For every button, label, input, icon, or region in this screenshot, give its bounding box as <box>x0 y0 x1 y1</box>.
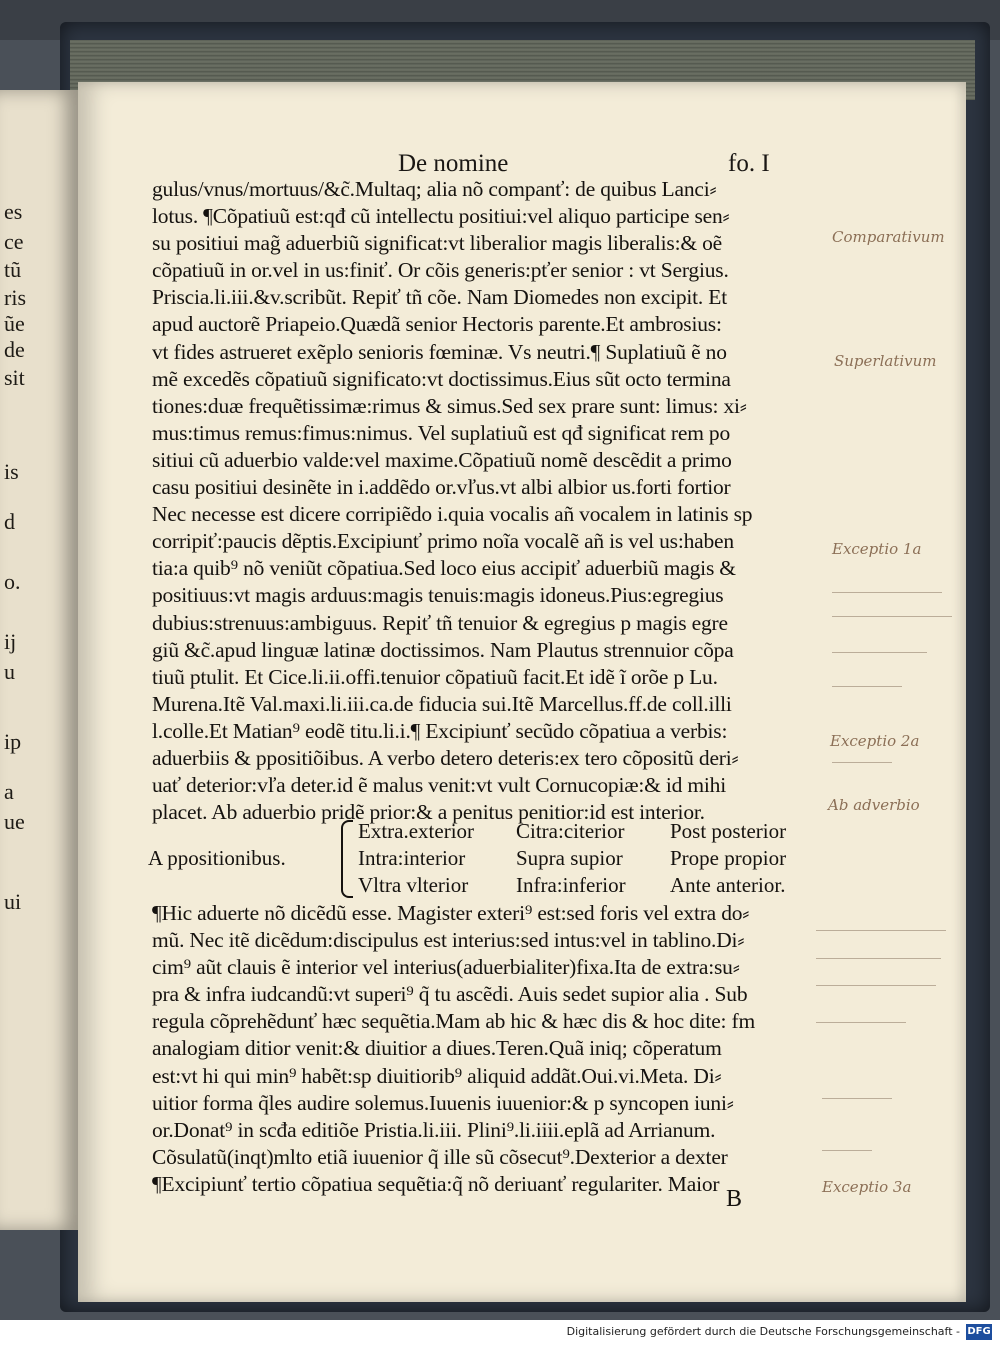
left-page-fragment: ris <box>4 285 26 310</box>
table-cell: Ante anterior. <box>670 873 786 897</box>
brace <box>341 820 353 898</box>
margin-note: Comparativum <box>832 228 945 246</box>
text-line: Priscia.li.iii.&v.scribũt. Repiť tñ cõe. Nam Diomedes non excipit. Et <box>152 285 727 310</box>
pencil-scribble <box>816 1022 906 1023</box>
text-line: analogiam ditior venit:& diuitior a diues.Teren.Quã iniq; cõperatum <box>152 1036 722 1061</box>
table-cell: Extra.exterior <box>358 819 475 843</box>
left-facing-page <box>0 90 78 1230</box>
text-line: tiones:duæ frequẽtissimæ:rimus & simus.Sed sex prare sunt: limus: xi⸗ <box>152 393 747 418</box>
text-line: uať deterior:vľa deter.id ẽ malus venit:vt vult Cornucopiæ:& id mihi <box>152 773 726 798</box>
text-line: Murena.Itẽ Val.maxi.li.iii.ca.de fiducia sui.Itẽ Marcellus.ff.de coll.illi <box>152 691 732 716</box>
margin-note: Exceptio 3a <box>822 1178 912 1196</box>
pencil-scribble <box>822 1098 892 1099</box>
left-page-fragment: es <box>4 199 23 224</box>
text-line: tia:a quib⁹ nõ veniũt cõpatiua.Sed loco eius accipiť aduerbiũ magis & <box>152 556 736 581</box>
left-page-fragment: a <box>4 779 14 804</box>
pencil-scribble <box>832 686 902 687</box>
text-line: mẽ excedẽs cõpatiuũ significato:vt doctissimus.Eius sũt octo termina <box>152 366 731 391</box>
left-page-fragment: ip <box>4 729 22 754</box>
text-line: cõpatiuũ in or.vel in us:finiť. Or cõis generis:pťer senior : vt Sergius. <box>152 258 729 283</box>
text-block-lower <box>152 900 832 1198</box>
pencil-scribble <box>816 930 946 931</box>
text-line: gulus/vnus/mortuus/&c̃.Multaq; alia nõ companť: de quibus Lanci⸗ <box>152 177 717 201</box>
text-line: placet. Ab aduerbio pridẽ prior:& a penitus penitior:id est interior. <box>152 800 705 825</box>
pencil-scribble <box>832 616 952 617</box>
text-line: mũ. Nec itẽ dicẽdum:discipulus est interius:sed intus:vel in tablino.Di⸗ <box>152 928 745 953</box>
left-page-fragment: u <box>4 659 15 684</box>
text-line: giũ &c̃.apud linguæ latinæ doctissimos. Nam Plautus strennuior cõpa <box>152 637 734 662</box>
left-page-fragment: ij <box>4 629 17 654</box>
text-line: dubius:strenuus:ambiguus. Repiť tñ tenuior & egregius p magis egre <box>152 610 728 635</box>
table-cell: Supra supior <box>516 846 623 870</box>
left-page-fragment: ui <box>4 889 22 914</box>
left-page-fragment: o. <box>4 569 21 594</box>
table-cell: Post posterior <box>670 819 787 843</box>
table-cell: Citra:citerior <box>516 819 625 843</box>
left-page-fragment: is <box>4 459 19 484</box>
text-line: casu positiui desinẽte in i.addẽdo or.vľus.vt albi albior us.forti fortior <box>152 475 731 500</box>
text-line: mus:timus remus:fimus:nimus. Vel suplatiuũ est qđ significat rem po <box>152 420 731 445</box>
left-page-fragment: ce <box>4 229 24 254</box>
margin-note: Exceptio 1a <box>832 540 922 558</box>
left-page-fragment: tũ <box>4 257 22 282</box>
left-page-fragment: d <box>4 509 15 534</box>
pencil-scribble <box>832 762 892 763</box>
text-line: tiuũ ptulit. Et Cice.li.ii.offi.tenuior cõpatiuũ facit.Et idẽ ĩ orõe p Lu. <box>152 664 718 689</box>
prepositions-table <box>148 818 838 900</box>
running-head: De nomine <box>398 150 509 177</box>
text-line: su positiui mag̃ aduerbiũ significat:vt liberalior magis liberalis:& oẽ <box>152 231 722 256</box>
margin-note: Ab adverbio <box>828 796 920 814</box>
text-block-main <box>152 176 832 826</box>
text-line: ¶Excipiunť tertio cõpatiua sequẽtia:q̃ nõ deriuanť regulariter. Maior <box>152 1171 720 1196</box>
left-page-fragment: ũe <box>4 311 25 336</box>
margin-note: Superlativum <box>834 352 937 370</box>
left-page-fragment: ue <box>4 809 25 834</box>
folio-number: fo. I <box>728 150 770 177</box>
text-line: est:vt hi qui min⁹ habẽt:sp diuitiorib⁹ aliquid addãt.Oui.vi.Meta. Di⸗ <box>152 1063 722 1088</box>
text-line: aduerbiis & ppositiõibus. A verbo detero deteris:ex tero cõpositũ deri⸗ <box>152 745 739 770</box>
text-line: l.colle.Et Matian⁹ eodẽ titu.li.i.¶ Excipiunť secũdo cõpatiua a verbis: <box>152 718 728 743</box>
text-line: apud auctorẽ Priapeio.Quædã senior Hectoris parente.Et ambrosius: <box>152 312 722 337</box>
pencil-scribble <box>832 592 942 593</box>
footer-bar <box>0 1320 1000 1346</box>
text-line: vt fides astrueret exẽplo senioris fœminæ. Vs neutri.¶ Suplatiuũ ẽ no <box>152 339 727 364</box>
pencil-scribble <box>816 985 936 986</box>
pencil-scribble <box>832 652 927 653</box>
pencil-scribble <box>816 958 941 959</box>
left-page-fragment: de <box>4 337 25 362</box>
table-cell: Vltra vlterior <box>358 873 469 897</box>
text-line: uitior forma q̃les audire solemus.Iuuenis iuuenior:& p syncopen iuni⸗ <box>152 1090 734 1115</box>
text-line: corripiť:paucis dẽptis.Excipiunť primo noĩa vocalẽ añ is vel us:haben <box>152 529 734 554</box>
text-line: positiuus:vt magis arduus:magis tenuis:magis idoneus.Pius:egregius <box>152 583 724 608</box>
text-line: regula cõprehẽdunť hæc sequẽtia.Mam ab hic & hæc dis & hoc dite: fm <box>152 1009 755 1034</box>
pencil-scribble <box>822 1150 872 1151</box>
table-cell: Prope propior <box>670 846 787 870</box>
left-page-fragment: sit <box>4 365 25 390</box>
text-line: or.Donat⁹ in scđa editiõe Pristia.li.iii. Plini⁹.li.iiii.eplã ad Arrianum. <box>152 1117 716 1142</box>
text-line: cim⁹ aũt clauis ẽ interior vel interius(aduerbialiter)fixa.Ita de extra:su⸗ <box>152 955 740 980</box>
text-line: sitiui cũ aduerbio valde:vel maxime.Cõpatiuũ nomẽ descẽdit a primo <box>152 447 732 472</box>
text-line: ¶Hic aduerte nõ dicẽdũ esse. Magister exteri⁹ est:sed foris vel extra do⸗ <box>152 901 750 925</box>
table-cell: Intra:interior <box>358 846 466 870</box>
dfg-logo: DFG <box>966 1324 992 1340</box>
margin-note: Exceptio 2a <box>830 732 920 750</box>
table-cell: Infra:inferior <box>516 873 626 897</box>
text-line: pra & infra iudcandũ:vt superi⁹ q̃ tu ascẽdi. Auis sedet supior alia . Sub <box>152 982 748 1007</box>
table-label: A ppositionibus. <box>148 846 286 870</box>
text-line: Cõsulatũ(inqt)mlto etiã iuuenior q̃ ille sũ cõsecut⁹.Dexterior a dexter <box>152 1144 728 1169</box>
signature-mark: B <box>726 1186 743 1212</box>
text-line: Nec necesse est dicere corripiẽdo i.quia vocalis añ vocalem in latinis sp <box>152 502 753 527</box>
text-line: lotus. ¶Cõpatiuũ est:qđ cũ intellectu positiui:vel aliquo participe sen⸗ <box>152 204 730 229</box>
funding-credit: Digitalisierung gefördert durch die Deutsche Forschungsgemeinschaft - <box>566 1325 960 1338</box>
